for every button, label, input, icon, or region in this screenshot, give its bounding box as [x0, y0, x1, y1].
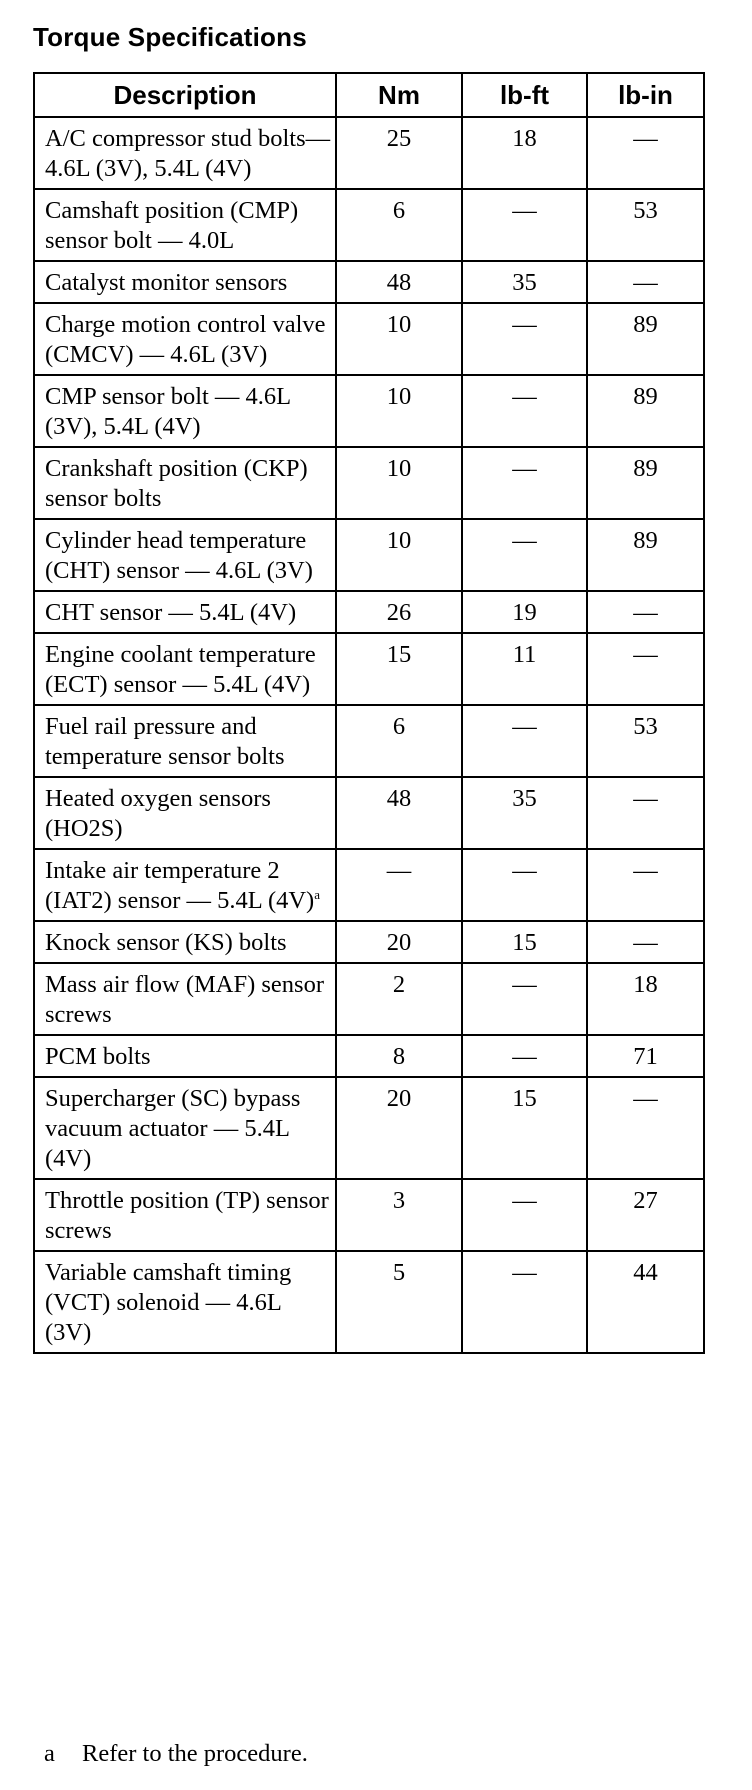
- description-text: CHT sensor — 5.4L (4V): [45, 599, 297, 626]
- table-row: [34, 1179, 704, 1251]
- footnote: [44, 1740, 308, 1768]
- nm-cell: 10: [336, 303, 462, 375]
- lbin-cell: —: [587, 921, 704, 963]
- nm-cell: 10: [336, 447, 462, 519]
- table-row: [34, 447, 704, 519]
- lbin-cell: —: [587, 633, 704, 705]
- description-cell: [34, 117, 336, 189]
- table-row: [34, 849, 704, 921]
- lbin-cell: —: [587, 261, 704, 303]
- description-cell: [34, 447, 336, 519]
- nm-cell: 5: [336, 1251, 462, 1353]
- nm-cell: —: [336, 849, 462, 921]
- description-cell: [34, 1077, 336, 1179]
- lbft-cell: —: [462, 963, 587, 1035]
- column-header-description: Description: [34, 73, 336, 117]
- lbin-cell: 89: [587, 519, 704, 591]
- description-text: Throttle position (TP) sensor screws: [45, 1187, 329, 1244]
- description-cell: [34, 777, 336, 849]
- table-row: [34, 963, 704, 1035]
- description-cell: [34, 963, 336, 1035]
- lbin-cell: —: [587, 777, 704, 849]
- description-text: Knock sensor (KS) bolts: [45, 929, 287, 956]
- nm-cell: 3: [336, 1179, 462, 1251]
- description-text: Mass air flow (MAF) sensor screws: [45, 971, 324, 1028]
- lbin-cell: 71: [587, 1035, 704, 1077]
- table-row: [34, 705, 704, 777]
- nm-cell: 6: [336, 705, 462, 777]
- lbft-cell: —: [462, 1251, 587, 1353]
- description-text: Camshaft position (CMP) sensor bolt — 4.0L: [45, 197, 299, 254]
- lbft-cell: 35: [462, 261, 587, 303]
- footnote-reference: a: [314, 887, 320, 902]
- description-text: Supercharger (SC) bypass vacuum actuator — 5.4L (4V): [45, 1085, 301, 1172]
- table-row: [34, 633, 704, 705]
- description-text: Engine coolant temperature (ECT) sensor — 5.4L (4V): [45, 641, 316, 698]
- nm-cell: 10: [336, 519, 462, 591]
- description-text: Fuel rail pressure and temperature sensor bolts: [45, 713, 285, 770]
- lbin-cell: —: [587, 591, 704, 633]
- lbft-cell: 19: [462, 591, 587, 633]
- nm-cell: 26: [336, 591, 462, 633]
- lbft-cell: —: [462, 303, 587, 375]
- lbin-cell: 53: [587, 705, 704, 777]
- lbft-cell: —: [462, 849, 587, 921]
- footnote-text: Refer to the procedure.: [82, 1740, 308, 1767]
- lbin-cell: 27: [587, 1179, 704, 1251]
- description-cell: [34, 633, 336, 705]
- description-cell: [34, 1251, 336, 1353]
- lbft-cell: —: [462, 189, 587, 261]
- table-row: [34, 261, 704, 303]
- description-cell: [34, 519, 336, 591]
- nm-cell: 2: [336, 963, 462, 1035]
- lbft-cell: 35: [462, 777, 587, 849]
- table-row: [34, 1035, 704, 1077]
- table-row: [34, 375, 704, 447]
- description-cell: [34, 303, 336, 375]
- table-row: [34, 1251, 704, 1353]
- nm-cell: 15: [336, 633, 462, 705]
- nm-cell: 48: [336, 777, 462, 849]
- lbin-cell: 89: [587, 303, 704, 375]
- description-text: Catalyst monitor sensors: [45, 269, 288, 296]
- lbin-cell: 89: [587, 375, 704, 447]
- description-text: Cylinder head temperature (CHT) sensor — 4.6L (3V): [45, 527, 313, 584]
- lbft-cell: —: [462, 447, 587, 519]
- lbft-cell: 18: [462, 117, 587, 189]
- table-row: [34, 1077, 704, 1179]
- table-row: [34, 519, 704, 591]
- lbft-cell: —: [462, 375, 587, 447]
- description-text: Charge motion control valve (CMCV) — 4.6L (3V): [45, 311, 326, 368]
- lbin-cell: —: [587, 849, 704, 921]
- description-cell: [34, 849, 336, 921]
- lbft-cell: 15: [462, 1077, 587, 1179]
- footnote-mark: a: [44, 1740, 55, 1767]
- column-header-lbft: lb-ft: [462, 73, 587, 117]
- description-cell: [34, 261, 336, 303]
- table-row: [34, 777, 704, 849]
- lbft-cell: —: [462, 519, 587, 591]
- page-title: Torque Specifications: [33, 22, 307, 52]
- description-text: PCM bolts: [45, 1043, 151, 1070]
- lbin-cell: —: [587, 117, 704, 189]
- lbin-cell: 18: [587, 963, 704, 1035]
- nm-cell: 10: [336, 375, 462, 447]
- lbin-cell: 44: [587, 1251, 704, 1353]
- description-text: Intake air temperature 2 (IAT2) sensor — 5.4L (4V): [45, 857, 315, 914]
- lbft-cell: —: [462, 705, 587, 777]
- torque-spec-table: [33, 72, 705, 1354]
- description-cell: [34, 591, 336, 633]
- description-text: Heated oxygen sensors (HO2S): [45, 785, 271, 842]
- lbft-cell: —: [462, 1179, 587, 1251]
- description-text: A/C compressor stud bolts— 4.6L (3V), 5.4L (4V): [45, 125, 331, 182]
- nm-cell: 20: [336, 921, 462, 963]
- column-header-nm: Nm: [336, 73, 462, 117]
- table-row: [34, 921, 704, 963]
- description-cell: [34, 1179, 336, 1251]
- column-header-lbin: lb-in: [587, 73, 704, 117]
- description-cell: [34, 1035, 336, 1077]
- lbft-cell: 15: [462, 921, 587, 963]
- nm-cell: 48: [336, 261, 462, 303]
- lbin-cell: 53: [587, 189, 704, 261]
- lbin-cell: 89: [587, 447, 704, 519]
- description-cell: [34, 375, 336, 447]
- description-text: Variable camshaft timing (VCT) solenoid — 4.6L (3V): [45, 1259, 292, 1346]
- description-cell: [34, 921, 336, 963]
- nm-cell: 20: [336, 1077, 462, 1179]
- description-text: CMP sensor bolt — 4.6L (3V), 5.4L (4V): [45, 383, 291, 440]
- nm-cell: 25: [336, 117, 462, 189]
- table-row: [34, 303, 704, 375]
- lbft-cell: 11: [462, 633, 587, 705]
- nm-cell: 6: [336, 189, 462, 261]
- description-cell: [34, 705, 336, 777]
- nm-cell: 8: [336, 1035, 462, 1077]
- lbin-cell: —: [587, 1077, 704, 1179]
- table-row: [34, 591, 704, 633]
- table-row: [34, 117, 704, 189]
- description-cell: [34, 189, 336, 261]
- lbft-cell: —: [462, 1035, 587, 1077]
- description-text: Crankshaft position (CKP) sensor bolts: [45, 455, 308, 512]
- table-row: [34, 189, 704, 261]
- header-row: [34, 73, 704, 117]
